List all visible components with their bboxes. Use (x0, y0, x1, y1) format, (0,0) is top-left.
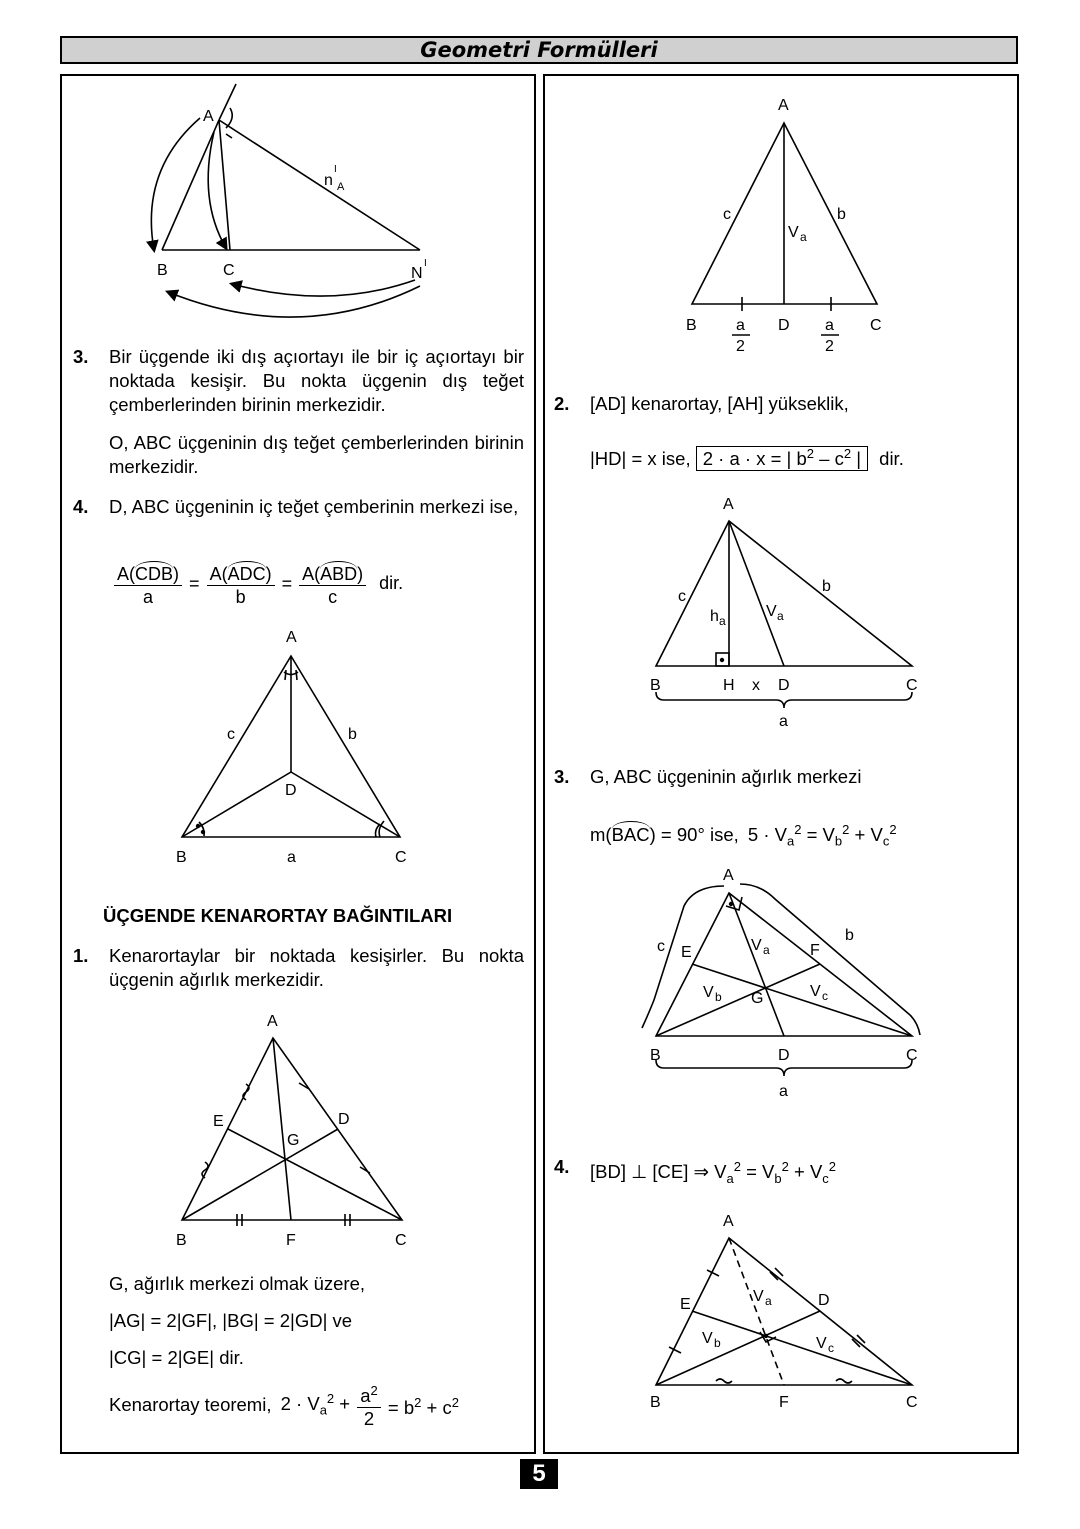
label-va-sub: a (763, 943, 770, 957)
label-b: B (176, 849, 187, 866)
label-c: C (906, 677, 918, 694)
label-b: B (686, 317, 697, 334)
label-vb: V (702, 1330, 713, 1347)
label-va-sub: a (800, 230, 807, 244)
median-item2-text: [AD] kenarortay, [AH] yükseklik, (590, 393, 849, 414)
label-e: E (680, 1296, 691, 1313)
label-c-side: c (678, 588, 686, 605)
label-half-a: a (736, 317, 745, 334)
item4-text: D, ABC üçgeninin iç teğet çemberinin merkezi ise, (109, 496, 519, 517)
label-x: x (752, 677, 760, 694)
median-item3-text: G, ABC üçgeninin ağırlık merkezi (590, 766, 862, 787)
label-n: N (411, 265, 423, 282)
label-va-sub: a (765, 1294, 772, 1308)
label-a-side: a (779, 713, 788, 730)
label-d: D (818, 1292, 830, 1309)
page-number: 5 (520, 1459, 558, 1489)
label-na-sub: A (337, 181, 345, 193)
label-d: D (778, 677, 790, 694)
median-theorem: Kenarortay teoremi, $2 \cdot V_a^2$ + $\frac{a^2}{2}$ = $b^2 + c^2$ (109, 1380, 459, 1430)
label-half-2: 2 (736, 338, 745, 355)
label-na-prime: I (334, 164, 337, 175)
item-number: 3. (73, 346, 89, 367)
label-a: A (778, 97, 789, 114)
label-c-side: c (657, 938, 665, 955)
centroid-text-1: G, ağırlık merkezi olmak üzere, (109, 1273, 365, 1294)
label-vb: V (703, 984, 714, 1001)
label-a: A (203, 108, 214, 125)
label-c: C (870, 317, 882, 334)
label-b: B (650, 1394, 661, 1411)
page-title: Geometri Formülleri (420, 38, 658, 62)
label-vc-sub: c (822, 989, 828, 1003)
fraction: $\frac{\text{A(CDB)}}{a}$ (114, 561, 182, 608)
label-va: V (751, 937, 762, 954)
label-va: V (788, 224, 799, 241)
label-a: A (723, 867, 734, 884)
perpendicular-medians-formula: [BD] ⊥ [CE] ⇒ $V_a^2 = V_b^2 + V_c^2$ (590, 1159, 837, 1186)
label-va: V (753, 1288, 764, 1305)
label-ha-sub: a (719, 614, 726, 628)
label-d: D (338, 1111, 350, 1128)
label-b-side: b (348, 726, 357, 743)
label-e: E (681, 944, 692, 961)
label-c: C (223, 262, 235, 279)
label-a: A (723, 1213, 734, 1230)
label-a: A (267, 1013, 278, 1030)
label-vc-sub: c (828, 1341, 834, 1355)
label-half-2: 2 (825, 338, 834, 355)
label-vc: V (816, 1335, 827, 1352)
item-number: 1. (73, 945, 89, 966)
boxed-formula: 2 · a · x = | $b^2 - c^2$ | (696, 446, 868, 471)
label-c: C (395, 849, 407, 866)
label-b: B (157, 262, 168, 279)
label-b-side: b (845, 927, 854, 944)
label-va: V (766, 603, 777, 620)
label-d: D (778, 317, 790, 334)
label-vb-sub: b (715, 990, 722, 1004)
centroid-text-2: |AG| = 2|GF|, |BG| = 2|GD| ve (109, 1310, 353, 1331)
label-d: D (285, 782, 297, 799)
label-b: B (650, 1047, 661, 1064)
label-c-side: c (227, 726, 235, 743)
median-item1-text: Kenarortaylar bir noktada kesişirler. Bu nokta üçgenin ağırlık merkezidir. (109, 945, 524, 990)
label-a-side: a (779, 1083, 788, 1100)
section-title: ÜÇGENDE KENARORTAY BAĞINTILARI (103, 905, 453, 926)
label-f: F (810, 942, 820, 959)
label-e: E (213, 1113, 224, 1130)
label-a: A (286, 629, 297, 646)
item3-text: Bir üçgende iki dış açıortayı ile bir iç açıortayı bir noktada kesişir. Bu nokta üçgenin dış teğet çemberlerinden birinin merkezidir. (109, 346, 524, 415)
median-altitude-formula: |HD| = x ise, 2 · a · x = | $b^2 - c^2$ | dir. (590, 446, 904, 470)
label-a-side: a (287, 849, 296, 866)
label-h: H (723, 677, 735, 694)
fraction: $\frac{\text{A(ABD)}}{c}$ (299, 561, 366, 608)
label-b: B (650, 677, 661, 694)
label-na: n (324, 172, 333, 189)
label-b-side: b (822, 578, 831, 595)
label-g: G (751, 990, 764, 1007)
label-vb-sub: b (714, 1336, 721, 1350)
label-b: B (176, 1232, 187, 1249)
label-half-a: a (825, 317, 834, 334)
label-f: F (779, 1394, 789, 1411)
item-number: 3. (554, 766, 570, 787)
label-a: A (723, 496, 734, 513)
right-angle-median-formula: m(BAC) = 90° ise, $5 \cdot V_a^2 = V_b^2 + V_c^2$ (590, 822, 897, 849)
label-c-side: c (723, 206, 731, 223)
item-number: 2. (554, 393, 570, 414)
label-vc: V (810, 983, 821, 1000)
label-d: D (778, 1047, 790, 1064)
label-c: C (906, 1394, 918, 1411)
item-number: 4. (554, 1156, 570, 1177)
item-number: 4. (73, 496, 89, 517)
label-f: F (286, 1232, 296, 1249)
label-b-side: b (837, 206, 846, 223)
item3-text2: O, ABC üçgeninin dış teğet çemberlerinden birinin merkezidir. (109, 432, 524, 477)
label-g: G (287, 1132, 300, 1149)
label-c: C (395, 1232, 407, 1249)
label-ha: h (710, 608, 719, 625)
centroid-text-3: |CG| = 2|GE| dir. (109, 1347, 244, 1368)
label-n-prime: I (424, 258, 427, 269)
label-c: C (906, 1047, 918, 1064)
label-va-sub: a (777, 609, 784, 623)
area-ratio-formula: $\frac{\text{A(CDB)}}{a}$ = $\frac{\text{A(ADC)}}{b}$ = $\frac{\text{A(ABD)}}{c}$ dir. (112, 561, 403, 608)
fraction: $\frac{\text{A(ADC)}}{b}$ (207, 561, 275, 608)
